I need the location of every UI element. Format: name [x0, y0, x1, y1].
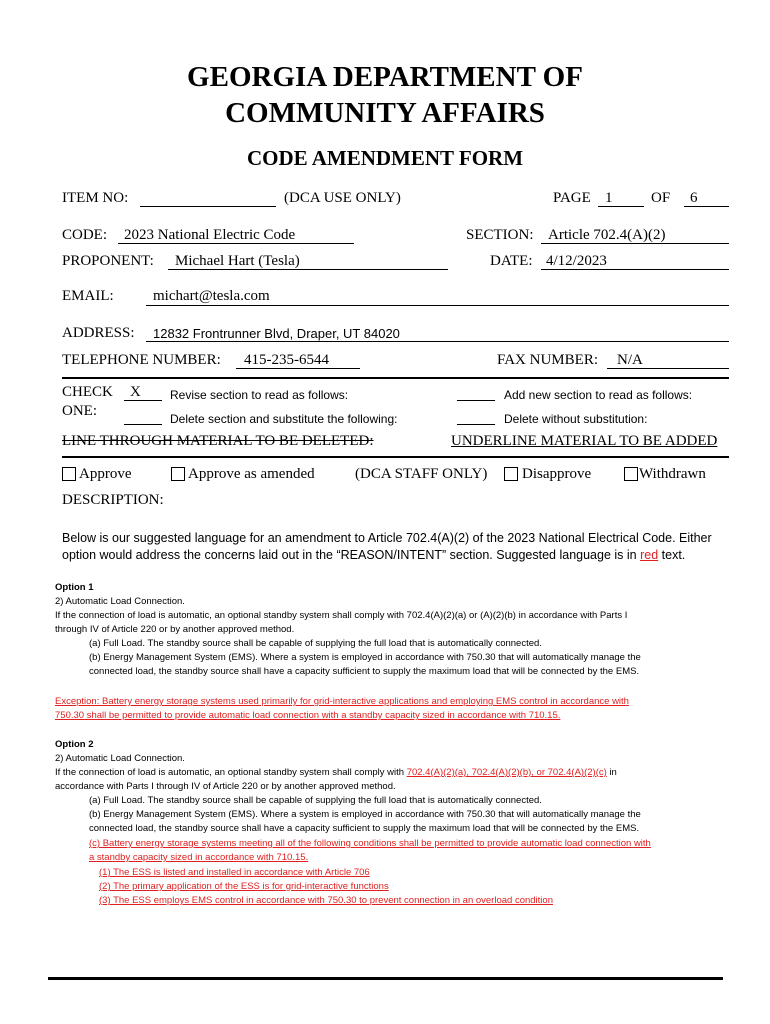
line-through-legend: LINE THROUGH MATERIAL TO BE DELETED: [62, 433, 374, 449]
disapprove-label: Disapprove [522, 466, 592, 482]
title-line-1: GEORGIA DEPARTMENT OF [187, 61, 583, 93]
divider-check [62, 377, 729, 379]
check-one-label-2: ONE: [62, 403, 97, 419]
option1-line3: through IV of Article 220 or by another approved method. [55, 624, 295, 635]
delete-without-blank[interactable] [457, 424, 495, 425]
approve-label: Approve [79, 466, 132, 482]
add-new-blank[interactable] [457, 400, 495, 401]
option1-heading: Option 1 [55, 582, 94, 593]
item-no-field[interactable] [140, 206, 276, 207]
delete-substitute-label: Delete section and substitute the following: [170, 412, 398, 426]
telephone-value: 415-235-6544 [244, 352, 329, 368]
option2-line5: (b) Energy Management System (EMS). Where a system is employed in accordance with 750.30 that will automatically manage the [89, 809, 641, 820]
address-value: 12832 Frontrunner Blvd, Draper, UT 84020 [153, 326, 400, 341]
of-value: 6 [690, 190, 698, 206]
code-value: 2023 National Electric Code [124, 227, 296, 243]
option2-line4: (a) Full Load. The standby source shall be capable of supplying the full load that is automatically connected. [89, 795, 542, 806]
title-line-2: COMMUNITY AFFAIRS [225, 97, 545, 129]
fax-value: N/A [617, 352, 643, 368]
option2-sub-2: (2) The primary application of the ESS is for grid-interactive functions [99, 881, 389, 892]
of-label: OF [651, 190, 671, 206]
page-label: PAGE [553, 190, 591, 206]
fax-label: FAX NUMBER: [497, 352, 598, 368]
option2-line6: connected load, the standby source shall have a capacity sufficient to supply the maximum load that will be connected by the EMS. [89, 823, 640, 834]
revise-option-mark: X [130, 384, 141, 400]
address-field[interactable] [146, 341, 729, 342]
approve-checkbox[interactable] [62, 467, 76, 481]
option2-line1: 2) Automatic Load Connection. [55, 753, 185, 764]
option2-c-line2: a standby capacity sized in accordance with 710.15. [89, 852, 309, 863]
date-value: 4/12/2023 [546, 253, 607, 269]
description-intro-line1: Below is our suggested language for an amendment to Article 702.4(A)(2) of the 2023 National Electrical Code. Either [62, 531, 712, 545]
withdrawn-label: Withdrawn [639, 466, 706, 482]
option2-c-line1: (c) Battery energy storage systems meeting all of the following conditions shall be permitted to provide automatic load connection with [89, 838, 651, 849]
section-value: Article 702.4(A)(2) [548, 227, 666, 243]
option1-line5: (b) Energy Management System (EMS). Where a system is employed in accordance with 750.30 that will automatically manage the [89, 652, 641, 663]
underline-legend: UNDERLINE MATERIAL TO BE ADDED [451, 433, 718, 449]
option2-line3: accordance with Parts I through IV of Article 220 or by another approved method. [55, 781, 396, 792]
add-new-label: Add new section to read as follows: [504, 388, 693, 402]
dca-staff-only-note: (DCA STAFF ONLY) [355, 466, 488, 482]
withdrawn-checkbox[interactable] [624, 467, 638, 481]
option2-line2: If the connection of load is automatic, an optional standby system shall comply with 702.4(A)(2)(a), 702.4(A)(2)(b), or 702.4(A)(2)(c) in [55, 767, 617, 778]
proponent-value: Michael Hart (Tesla) [175, 253, 300, 269]
page-value: 1 [605, 190, 613, 206]
description-intro-line2: option would address the concerns laid out in the “REASON/INTENT” section. Suggested language is in red text. [62, 548, 686, 562]
telephone-label: TELEPHONE NUMBER: [62, 352, 221, 368]
option2-sub-3: (3) The ESS employs EMS control in accordance with 750.30 to prevent connection in an overload condition [99, 895, 553, 906]
disapprove-checkbox[interactable] [504, 467, 518, 481]
description-label: DESCRIPTION: [62, 492, 164, 508]
option1-line2: If the connection of load is automatic, an optional standby system shall comply with 702.4(A)(2)(a) or (A)(2)(b) in accordance with Parts I [55, 610, 628, 621]
option1-line4: (a) Full Load. The standby source shall be capable of supplying the full load that is automatically connected. [89, 638, 542, 649]
approve-amended-label: Approve as amended [188, 466, 315, 482]
option1-exception-line1: Exception: Battery energy storage systems used primarily for grid-interactive applications and employing EMS control in accordance with [55, 696, 629, 707]
date-label: DATE: [490, 253, 533, 269]
proponent-label: PROPONENT: [62, 253, 154, 269]
approve-amended-checkbox[interactable] [171, 467, 185, 481]
divider-staff [62, 456, 729, 458]
revise-option-label: Revise section to read as follows: [170, 388, 349, 402]
address-label: ADDRESS: [62, 325, 135, 341]
option2-sub-1: (1) The ESS is listed and installed in accordance with Article 706 [99, 867, 370, 878]
check-one-label-1: CHECK [62, 384, 113, 400]
section-label: SECTION: [466, 227, 534, 243]
code-label: CODE: [62, 227, 107, 243]
item-no-label: ITEM NO: [62, 190, 129, 206]
delete-substitute-blank[interactable] [124, 424, 162, 425]
delete-without-label: Delete without substitution: [504, 412, 648, 426]
dca-use-only-note: (DCA USE ONLY) [284, 190, 401, 206]
email-label: EMAIL: [62, 288, 114, 304]
email-value: michart@tesla.com [153, 288, 270, 304]
footer-rule [48, 977, 723, 980]
option1-line6: connected load, the standby source shall have a capacity sufficient to supply the maximum load that will be connected by the EMS. [89, 666, 640, 677]
email-field[interactable] [146, 305, 729, 306]
option1-line1: 2) Automatic Load Connection. [55, 596, 185, 607]
option1-exception-line2: 750.30 shall be permitted to provide automatic load connection with a standby capacity sized in accordance with 710.15. [55, 710, 561, 721]
form-subtitle: CODE AMENDMENT FORM [246, 146, 524, 170]
option2-heading: Option 2 [55, 739, 94, 750]
